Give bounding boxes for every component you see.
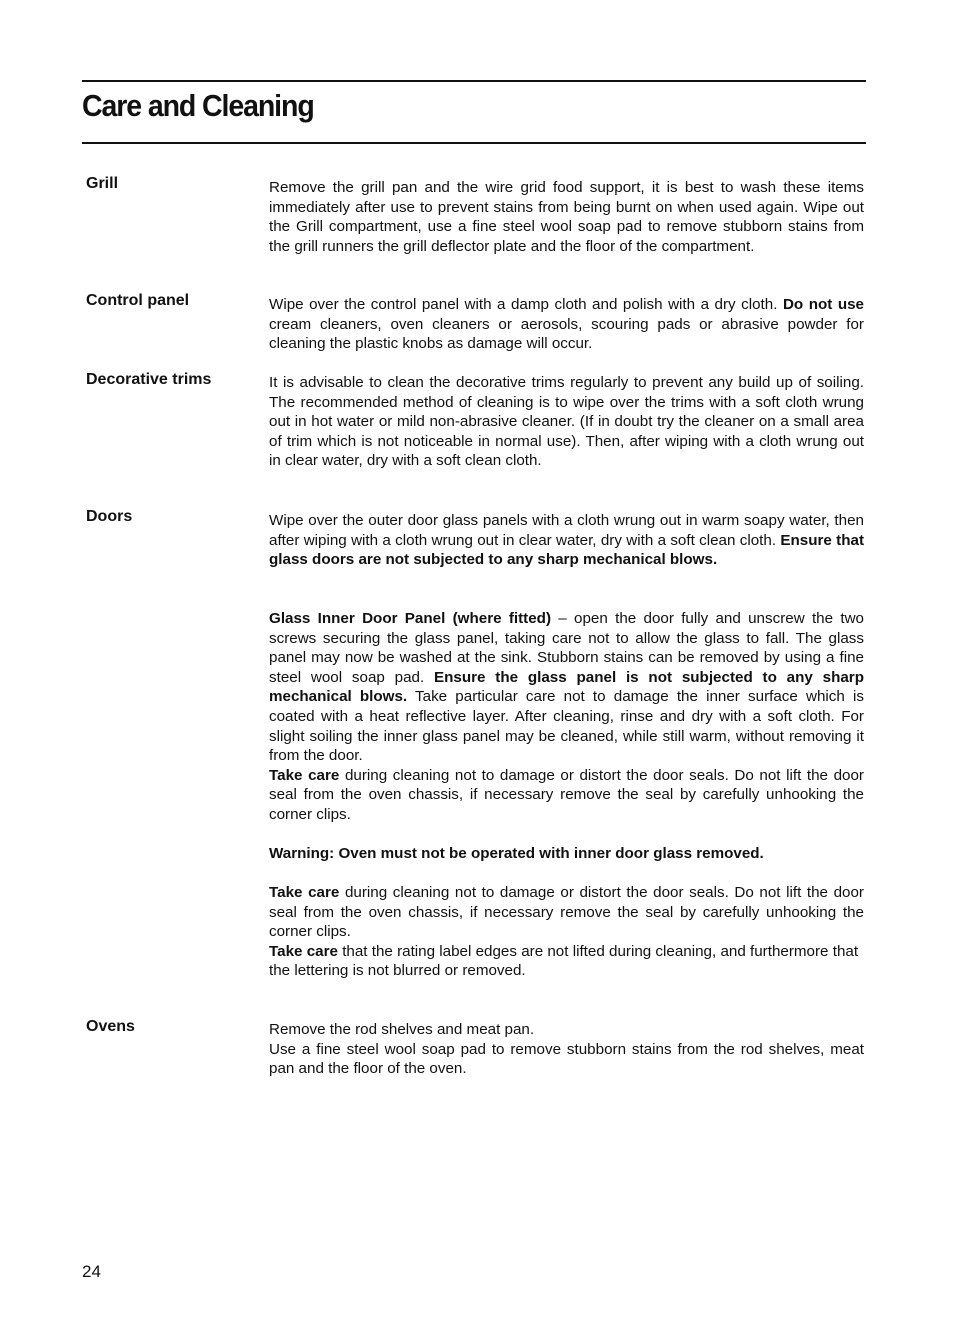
control-panel-bold: Do not use — [782, 296, 865, 313]
doors-paragraph-2 — [269, 609, 864, 766]
doors-p3-text: during cleaning not to damage or distort the door seals. Do not lift the door seal from the oven chassis, if necessary remove the seal by carefully unhooking the corner clips. — [269, 766, 864, 823]
doors-paragraph-3 — [269, 766, 864, 825]
section-label-ovens: Ovens — [86, 1018, 135, 1035]
section-text-doors — [269, 511, 864, 570]
section-text-glass-inner-door — [269, 609, 864, 825]
page-number: 24 — [82, 1262, 101, 1281]
section-label-control-panel: Control panel — [86, 292, 190, 309]
section-text-door-seals — [269, 883, 864, 981]
section-label-decorative-trims: Decorative trims — [86, 371, 212, 388]
decorative-trims-paragraph: It is advisable to clean the decorative trims regularly to prevent any build up of soiling. The recommended method of cleaning is to wipe over the trims with a soft cloth wrung out in hot water or mild non-abrasive cleaner. (If in doubt try the cleaner on a small area of trim which is not noticeable in normal use). Then, after wiping with a cloth wrung out in clear water, dry with a soft clean cloth. — [269, 374, 864, 470]
section-label-grill: Grill — [86, 175, 119, 192]
header-bottom-rule — [82, 142, 866, 144]
control-panel-text-1: Wipe over the control panel with a damp cloth and polish with a dry cloth. — [269, 296, 778, 313]
doors-warning-bold: Warning: Oven must not be operated with inner door glass removed. — [269, 845, 764, 862]
doors-paragraph-5 — [269, 942, 864, 981]
doors-p4-text: during cleaning not to damage or distort the door seals. Do not lift the door seal from the oven chassis, if necessary remove the seal by carefully unhooking the corner clips. — [269, 884, 864, 941]
control-panel-paragraph — [269, 295, 864, 354]
section-text-decorative-trims — [269, 373, 864, 471]
section-text-control-panel — [269, 295, 864, 354]
doors-p5-bold: Take care — [269, 942, 338, 960]
doors-p1-bold: Ensure that glass doors are not subjected to any sharp mechanical blows. — [269, 531, 864, 569]
doors-warning — [269, 844, 864, 864]
ovens-line-1: Remove the rod shelves and meat pan. — [269, 1021, 535, 1038]
ovens-line-2: Use a fine steel wool soap pad to remove stubborn stains from the rod shelves, meat pan and the floor of the oven. — [269, 1040, 864, 1078]
doors-paragraph-4 — [269, 883, 864, 942]
doors-p3-bold: Take care — [269, 766, 340, 784]
grill-paragraph: Remove the grill pan and the wire grid food support, it is best to wash these items immediately after use to prevent stains from being burnt on when used again. Wipe out the Grill compartment, use a fine steel wool soap pad to remove stubborn stains from the grill runners the grill deflector plate and the floor of the compartment. — [269, 179, 864, 255]
section-text-warning — [269, 844, 864, 864]
section-text-ovens — [269, 1020, 864, 1079]
section-label-doors: Doors — [86, 508, 133, 525]
doors-p2-text-1: – open the door fully and unscrew the two screws securing the glass panel, taking care not to allow the glass to fall. The glass panel may now be washed at the sink. Stubborn stains can be removed by using a fine steel wool soap pad. — [269, 610, 864, 686]
doors-p2-bold-2: Ensure the glass panel is not subjected to any sharp mechanical blows. — [269, 668, 864, 706]
doors-p1-text: Wipe over the outer door glass panels with a cloth wrung out in warm soapy water, then after wiping with a cloth wrung out in clear water, dry with a soft clean cloth. — [269, 512, 864, 549]
doors-p5-text: that the rating label edges are not lifted during cleaning, and furthermore that the lettering is not blurred or removed. — [269, 942, 859, 980]
page-title: Care and Cleaning — [82, 88, 314, 123]
section-text-grill — [269, 178, 864, 256]
control-panel-text-2: cream cleaners, oven cleaners or aerosols, scouring pads or abrasive powder for cleaning the plastic knobs as damage will occur. — [269, 315, 864, 353]
doors-p4-bold: Take care — [269, 884, 340, 901]
doors-p2-text-2: Take particular care not to damage the inner surface which is coated with a heat reflective layer. After cleaning, rinse and dry with a soft cloth. For slight soiling the inner glass panel may be cleaned, while still warm, without removing it from the door. — [269, 688, 864, 765]
header-top-rule — [82, 80, 866, 82]
doors-p2-bold-1: Glass Inner Door Panel (where fitted) — [269, 610, 552, 627]
doors-paragraph-1 — [269, 511, 864, 570]
